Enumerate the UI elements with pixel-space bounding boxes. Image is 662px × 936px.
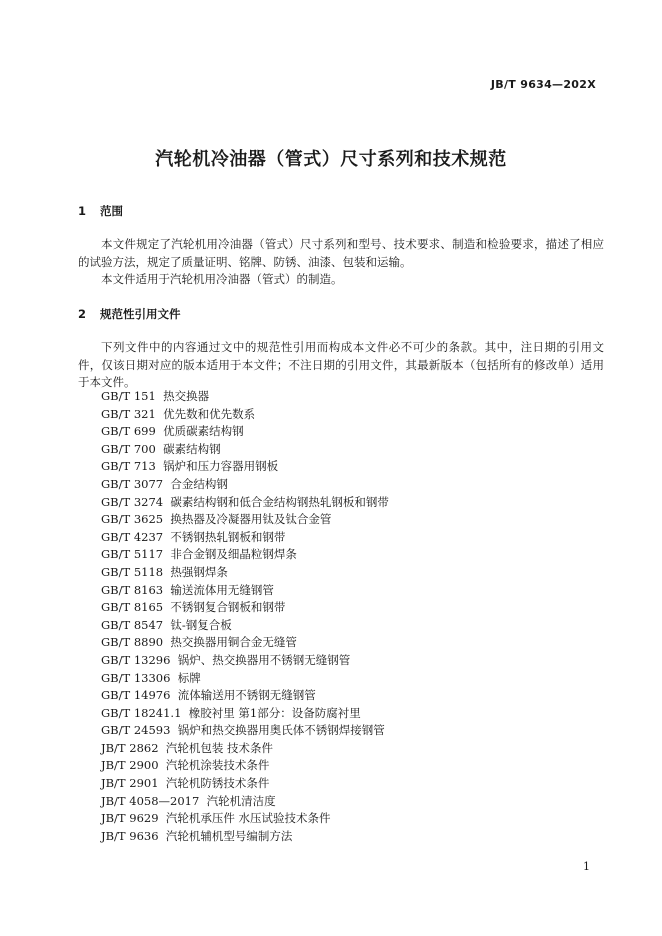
reference-code: JB/T 9629 <box>101 811 159 826</box>
reference-title: 汽轮机承压件 水压试验技术条件 <box>165 811 331 826</box>
reference-code: GB/T 5117 <box>101 547 164 562</box>
section-number: 1 <box>78 204 87 218</box>
reference-code: GB/T 5118 <box>101 564 164 579</box>
reference-title: 碳素结构钢和低合金结构钢热轧钢板和钢带 <box>170 494 389 509</box>
reference-code: JB/T 4058—2017 <box>101 793 200 808</box>
reference-code: GB/T 14976 <box>101 688 171 703</box>
reference-item <box>101 476 389 494</box>
reference-code: GB/T 18241.1 <box>101 705 182 720</box>
reference-item <box>101 458 389 476</box>
reference-code: GB/T 151 <box>101 389 156 403</box>
reference-item <box>101 564 389 582</box>
reference-item <box>101 722 389 740</box>
reference-title: 优先数和优先数系 <box>163 406 256 421</box>
reference-title: 输送流体用无缝钢管 <box>170 582 274 597</box>
reference-item <box>101 423 389 441</box>
reference-code: JB/T 2901 <box>101 776 159 791</box>
reference-title: 热交换器 <box>163 389 210 403</box>
reference-item <box>101 740 389 758</box>
scope-paragraph-2: 本文件适用于汽轮机用冷油器（管式）的制造。 <box>101 272 343 286</box>
reference-title: 汽轮机清洁度 <box>206 793 276 808</box>
reference-title: 热交换器用铜合金无缝管 <box>170 635 297 650</box>
reference-title: 流体输送用不锈钢无缝钢管 <box>177 688 316 703</box>
reference-item <box>101 406 389 424</box>
reference-code: GB/T 8163 <box>101 582 164 597</box>
reference-title: 优质碳素结构钢 <box>163 424 244 439</box>
section-1-heading <box>78 203 123 219</box>
reference-item <box>101 617 389 635</box>
reference-item <box>101 652 389 670</box>
reference-item <box>101 599 389 617</box>
reference-code: GB/T 13296 <box>101 652 171 667</box>
reference-item <box>101 494 389 512</box>
references-intro-paragraph: 下列文件中的内容通过文中的规范性引用而构成本文件必不可少的条款。其中，注日期的引用文件，仅该日期对应的版本适用于本文件；不注日期的引用文件，其最新版本（包括所有的修改单）适用于本文件。 <box>78 340 604 390</box>
reference-title: 汽轮机包装 技术条件 <box>165 740 273 755</box>
reference-title: 钛-钢复合板 <box>170 617 232 632</box>
reference-title: 碳素结构钢 <box>163 441 221 456</box>
reference-item <box>101 388 389 406</box>
reference-code: GB/T 321 <box>101 406 156 421</box>
reference-code: GB/T 700 <box>101 441 156 456</box>
reference-list <box>101 388 389 845</box>
section-title: 范围 <box>100 204 124 218</box>
document-title: 汽轮机冷油器（管式）尺寸系列和技术规范 <box>155 149 507 170</box>
reference-title: 锅炉和压力容器用钢板 <box>163 459 279 474</box>
standard-code: JB/T 9634—202X <box>490 78 596 91</box>
reference-item <box>101 828 389 846</box>
reference-title: 汽轮机防锈技术条件 <box>165 776 270 791</box>
reference-code: GB/T 8547 <box>101 617 164 632</box>
section-title: 规范性引用文件 <box>100 307 181 321</box>
reference-code: JB/T 2862 <box>101 740 159 755</box>
reference-code: JB/T 9636 <box>101 828 159 843</box>
reference-code: GB/T 8890 <box>101 635 164 650</box>
reference-title: 不锈钢热轧钢板和钢带 <box>170 529 286 544</box>
reference-item <box>101 441 389 459</box>
reference-item <box>101 775 389 793</box>
reference-item <box>101 705 389 723</box>
reference-title: 换热器及冷凝器用钛及钛合金管 <box>170 512 332 527</box>
reference-code: GB/T 4237 <box>101 529 164 544</box>
section-2-heading <box>78 306 181 322</box>
section-number: 2 <box>78 307 87 321</box>
reference-item <box>101 757 389 775</box>
reference-title: 橡胶衬里 第1部分：设备防腐衬里 <box>188 705 361 720</box>
scope-paragraph-1: 本文件规定了汽轮机用冷油器（管式）尺寸系列和型号、技术要求、制造和检验要求，描述了相应的试验方法，规定了质量证明、铭牌、防锈、油漆、包装和运输。 <box>78 237 604 269</box>
page-number: 1 <box>583 860 590 873</box>
reference-item <box>101 546 389 564</box>
reference-code: GB/T 8165 <box>101 600 164 615</box>
reference-item <box>101 810 389 828</box>
reference-item <box>101 634 389 652</box>
reference-title: 非合金钢及细晶粒钢焊条 <box>170 547 297 562</box>
reference-code: GB/T 713 <box>101 459 156 474</box>
reference-code: GB/T 13306 <box>101 670 171 685</box>
reference-item <box>101 670 389 688</box>
reference-code: GB/T 3274 <box>101 494 164 509</box>
reference-item <box>101 529 389 547</box>
reference-title: 汽轮机辅机型号编制方法 <box>165 828 293 843</box>
reference-title: 热强钢焊条 <box>170 564 228 579</box>
reference-code: GB/T 699 <box>101 424 156 439</box>
reference-item <box>101 687 389 705</box>
reference-title: 汽轮机涂装技术条件 <box>165 758 270 773</box>
reference-item <box>101 511 389 529</box>
reference-code: GB/T 3077 <box>101 476 164 491</box>
reference-title: 不锈钢复合钢板和钢带 <box>170 600 286 615</box>
reference-code: JB/T 2900 <box>101 758 159 773</box>
reference-item <box>101 582 389 600</box>
reference-code: GB/T 3625 <box>101 512 164 527</box>
reference-title: 锅炉和热交换器用奥氏体不锈钢焊接钢管 <box>177 723 385 738</box>
reference-title: 标牌 <box>177 670 201 685</box>
reference-item <box>101 793 389 811</box>
reference-code: GB/T 24593 <box>101 723 171 738</box>
reference-title: 合金结构钢 <box>170 476 228 491</box>
reference-title: 锅炉、热交换器用不锈钢无缝钢管 <box>177 652 351 667</box>
